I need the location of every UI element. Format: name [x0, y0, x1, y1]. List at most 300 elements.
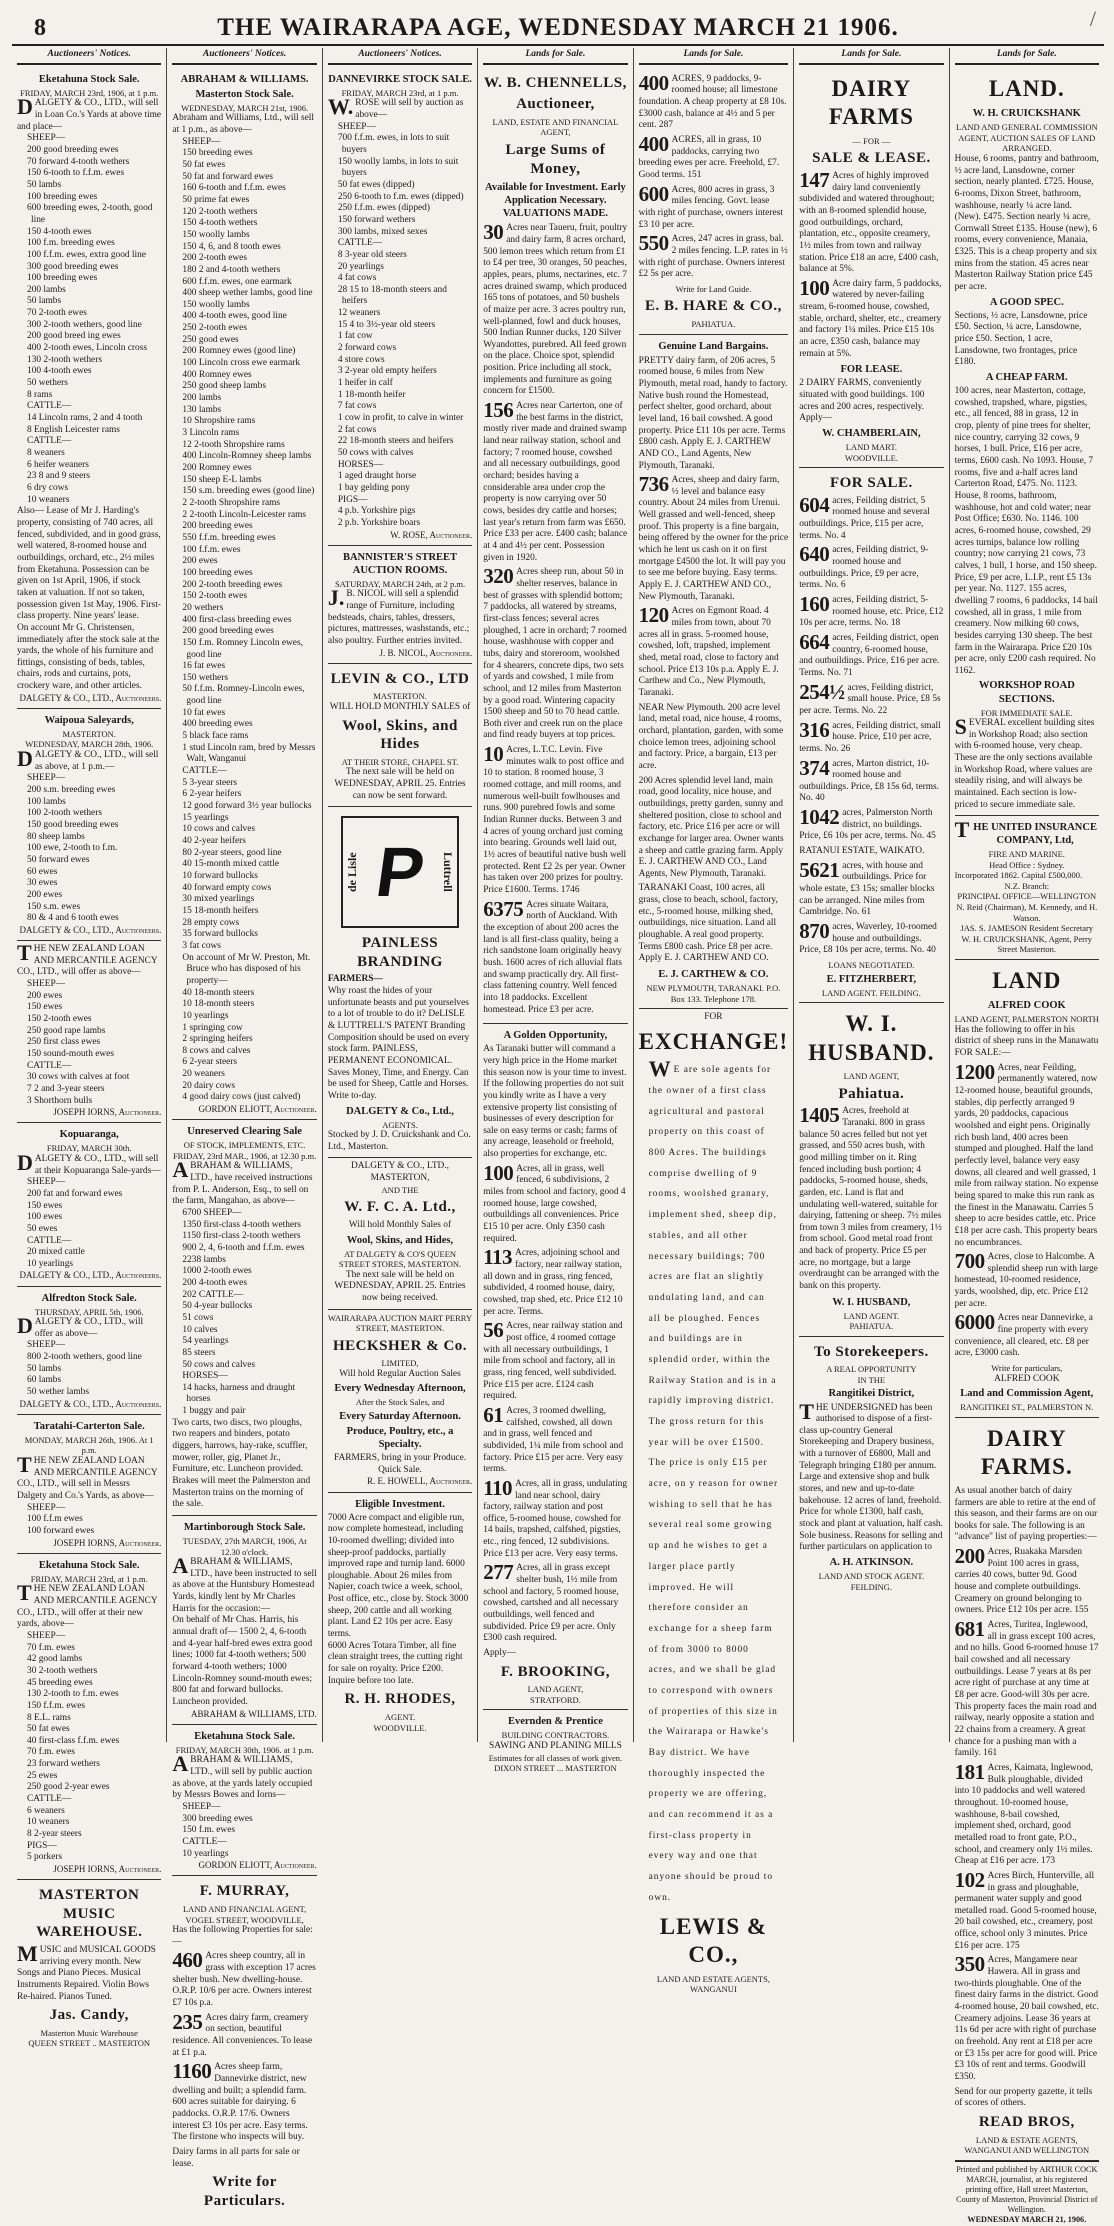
listing-text: Acres, near Feilding, permanently watered, now 12-roomed house, beautiful grounds, stables, dip perfectly arranged 9 yards, 20 paddocks, capacious woolshed and eight pens. Originally rich bush land, 400 acres been stumped and ploughed. Half the land perfectly level, balance very easy downs, all cleared and well grassed, 1 mile from railway station. No expense being spared to make this run rank as the finest in the Manawatu. Carries 5 sheep to acre besides cattle, etc. Price £18 per acre cash. This property bears no encumbrances.: [954, 1062, 1099, 1248]
listing-acreage: 550: [638, 231, 669, 256]
column-7: [950, 48, 1104, 2225]
listing-acreage: 400: [638, 132, 669, 157]
ad-send: Send for our property gazette, it tells of scores of others.: [954, 2086, 1093, 2109]
ad-role: LAND MART.: [845, 442, 898, 453]
ad-date: WEDNESDAY, MARCH 28th, 1906.: [25, 739, 154, 750]
ad-body: On account Mr G. Christensen, immediately after the stock sale at the yards, the whole of his furniture and fittings, consisting of beds, tables, chairs, rods and curtains, pots, crockery ware, and other articles.: [17, 622, 160, 692]
list-item: 50 ewes: [27, 1223, 58, 1234]
list-item: 150 ewes: [27, 1200, 63, 1211]
list-item: 35 forward bullocks: [182, 929, 258, 940]
property-listing: [483, 1160, 627, 1246]
list-item: 6 heifer weaners: [27, 459, 89, 470]
property-listing: [483, 1560, 627, 1645]
list-item: 600 breeding ewes, 2-tooth, good line: [27, 203, 153, 225]
listing-text: Acres near Taueru, fruit, poultry and dairy farm, 8 acres orchard, 500 lemon trees which return from £1 to £4 per tree, 30 oranges, 50 peaches, apples, pears, plums, nectarines, etc. 7 acres drained swamp, which produced 165 tons of potatoes, and 50 bushels of maize per acre. 3 acres poultry run, well-planned, fowl and duck houses, 500 Indian Runner ducks, 120 Silver Wyandottes, purebred. All feed grown on the place. Choice spot, splendid position. Price including all stock, implements and furniture as going concern for £1500.: [483, 223, 628, 397]
listing-text: Acres, close to Halcombe. A splendid sheep run with large homestead, 10-roomed residence, yards, woolshed, dip, etc. Price £12 per acre.: [954, 1252, 1098, 1309]
ad-body: 7000 Acre compact and eligible run, now complete homestead, including 10-roomed dwelling; divided into sheep-proof paddocks, partially improved rape and turnip land. 6000 ploughable. About 26 miles from Napier, coach twice a week, school, Post office, etc., close by. Stock 3000 sheep, 200 cattle and all working plant. Land £2 10s per acre. Easy terms.: [327, 1512, 469, 1640]
list-item: 50 4-year bullocks: [182, 1301, 253, 1312]
list-item: 200 Romney ewes: [182, 463, 252, 474]
ad-sub: Masterton Music Warehouse: [40, 2027, 138, 2038]
listing-acreage: 235: [172, 2009, 203, 2034]
ad-role: LAND AGENT,: [843, 1071, 900, 1082]
list-item: 10 forward bullocks: [182, 870, 258, 881]
list-item: 3 fat cows: [182, 940, 221, 951]
list-item: 50 lambs: [27, 179, 62, 190]
ad-sub: LAND AND GENERAL COMMISSION AGENT, AUCTION SALES OF LAND ARRANGED.: [956, 122, 1098, 154]
property-listing: [639, 776, 789, 881]
ad-date: SATURDAY, MARCH 24th, at 2 p.m.: [334, 578, 466, 589]
list-item: 200 2-tooth ewes: [182, 253, 247, 264]
listing-text: Acres sheep run, about 50 in shelter reserves, balance in best of grasses with splendid bottom; 7 paddocks, all watered by streams, first-class fences; several acres ploughed, 1 acre in orchard; 7 roomed house, washhouse with copper and tubs, dairy and storeroom, woolshed for 4 shearers, concrete dips, two sets of yards and cowshed, 1 mile from school, and 12 miles from Masterton by a good road. Wintering capacity 1500 sheep and 50 to 70 head cattle. Both river and creek run on the place and find ready buyers at top prices.: [483, 567, 627, 741]
listing-acreage: 120: [638, 603, 669, 628]
list-item: 150 2-tooth ewes: [182, 591, 247, 602]
list-item: 1350 first-class 4-tooth wethers: [182, 1219, 301, 1230]
listing-text: Acres, 247 acres in grass, bal. 2 miles fencing. L.P. rates in ½ with right of purchase. Owners interest £2 5s per acre.: [638, 234, 788, 280]
list-item: 85 steers: [182, 1347, 216, 1358]
list-item: 22 18-month steers and heifers: [337, 436, 454, 447]
ad-firm: E. B. HARE & CO.,: [644, 298, 782, 315]
imprint-text: Printed and published by ARTHUR COCK MARCH, journalist, at his registered printing office, Hall street Masterton, County of Masterton, Provincial District of Wellington.: [956, 2164, 1098, 2215]
ad-title: LAND: [992, 967, 1062, 993]
list-item: 130 2-tooth to f.m. ewes: [27, 1689, 119, 1700]
list-item: 2 fat cows: [337, 424, 377, 435]
ad-for: FOR: [704, 1012, 723, 1023]
listing-text: Acres of highly improved dairy land conveniently subdivided and watered throughout; with an 8-roomed splendid house, good outbuildings, orchard, plantation, etc., opposite creamery, 1½ miles from town and railway station. Price £18 an acre, £400 cash, balance at 5%.: [799, 170, 939, 275]
ad-signature: JOSEPH IORNS, Auctioneer.: [53, 1864, 162, 1875]
listing-text: TARANAKI Coast, 100 acres, all grass, close to beach, school, factory, etc., 5-roomed house, milking shed, outbuildings, nice situation. Land all ploughable. A real good property. Terms £800 cash. Price £8 per acre. Apply E. J. CARTHEW AND CO.: [638, 883, 778, 964]
list-item: 10 yearlings: [27, 1258, 74, 1269]
ad-signature: ABRAHAM & WILLIAMS, LTD.: [191, 1708, 317, 1719]
property-listing: [483, 1245, 627, 1318]
property-listing: [172, 2059, 316, 2144]
listing-acreage: 56: [483, 1318, 504, 1343]
list-item: 150 f.m. Romney Lincoln ewes, good line: [182, 637, 303, 660]
list-item: 160 6-tooth and f.f.m. ewes: [182, 183, 286, 194]
ad-name: W. B. CHENNELLS,: [483, 74, 627, 91]
ad-read-bros: [955, 1418, 1099, 2161]
ad-signature: W. ROSE, Auctioneer.: [390, 529, 473, 540]
listing-text: Acres, sheep and dairy farm, ½ level and balance easy country. About 24 miles from Urenui. Well grassed and well-fenced, sheep proof. This property is a fine bargain, being offered by the owner for the price which he lent us cash on it on first mortgage £4500 the lot. It will pay you to see me before buying. Easy terms. Apply E. J. CARTHEW AND CO., New Plymouth, Taranaki.: [638, 475, 789, 602]
ad-body: J.B. NICOL will sell a splendid range of Furniture, including bedsteads, chairs, tables, dressers, pictures, mattresses, washstands, etc.; also poultry. Further entries invited.: [327, 585, 470, 646]
property-listing: [799, 275, 943, 361]
ad-intro: ABRAHAM & WILLIAMS, LTD., have been instructed to sell as above at the Huntsbury Homestead Yards, kindly lent by Mr Charles Harris for the occasion:—: [172, 1553, 317, 1614]
ad-intro: Abraham and Williams, Ltd., will sell at 1 p.m., as above—: [172, 113, 315, 135]
list-item: 70 forward 4-tooth wethers: [27, 156, 130, 167]
property-listing: [954, 1759, 1099, 1868]
ad-where: AT THEIR STORE, CHAPEL ST.: [341, 756, 459, 767]
ad-role-2: LAND AGENT.: [843, 1310, 900, 1321]
ad-footer: Write for Particulars.: [203, 2174, 286, 2209]
listing-text: Acres sheep country, all in grass with exception 17 acres shelter bush. New dwelling-house. O.R.P. 10/6 per acre. Owners interest £7 10s p.a.: [172, 1951, 316, 2008]
property-listing: [483, 1475, 628, 1561]
list-item: 4 good dairy cows (just calved): [182, 1092, 301, 1103]
listing-acreage: 113: [483, 1245, 513, 1270]
property-list: [172, 1948, 316, 2144]
list-item: 80 2-year steers, good line: [182, 847, 282, 858]
ad-role: LAND AGENT. FEILDING.: [821, 987, 921, 998]
ad-eligible-investment: [328, 1493, 472, 1738]
list-item: 40 2-year heifers: [182, 836, 246, 847]
list-item: 8 E.L. rams: [27, 1712, 71, 1723]
column-3: [323, 48, 478, 1742]
list-item: 120 2-tooth wethers: [182, 206, 258, 217]
list-item: 28 15 to 18-month steers and heifers: [337, 284, 447, 307]
ad-date: FRIDAY, MARCH 30th.: [46, 1143, 132, 1154]
ad-note: Stocked by J. D. Cruickshank and Co. Ltd., Masterton.: [327, 1130, 471, 1152]
list-item: 100 ewes: [27, 1212, 63, 1223]
ad-signature: JOSEPH IORNS, Auctioneer.: [53, 1107, 162, 1118]
ad-farm: A CHEAP FARM.: [985, 372, 1068, 384]
list-item: 8 rams: [27, 389, 53, 400]
column-heading: Auctioneers' Notices.: [172, 48, 316, 65]
ad-title: Eketahuna Stock Sale.: [38, 1559, 140, 1571]
column-heading: Lands for Sale.: [799, 48, 943, 65]
list-item: 6 2-year steers: [182, 1057, 238, 1068]
list-item: CATTLE—: [27, 401, 72, 412]
list-item: 100 forward ewes: [27, 1525, 95, 1536]
ad-place-2: PAHIATUA.: [849, 1321, 894, 1332]
ad-intro: THE NEW ZEALAND LOAN AND MERCANTILE AGENCY CO., LTD., will sell in Messrs Dalgety and Co.'s Yards, as above—: [17, 1452, 158, 1501]
ad-role: AGENT.: [384, 1711, 416, 1722]
list-item: 200 lambs: [27, 284, 66, 295]
list-item: 150 sheep E-L lambs: [182, 474, 262, 485]
ad-for-sale-fitzherbert: [799, 468, 943, 1003]
ad-after: After the Stock Sales, and: [355, 1397, 445, 1408]
list-item: CATTLE—: [337, 238, 383, 249]
listing-acreage: 6375: [483, 896, 524, 921]
property-list: [799, 492, 944, 957]
list-item: 40 forward empty cows: [182, 882, 272, 893]
ad-address: RANGITIKEI ST., PALMERSTON N.: [960, 1402, 1094, 1413]
ad-names: N. Reid (Chairman), M. Kennedy, and H. Watson.: [956, 901, 1098, 923]
property-listing: [483, 220, 628, 398]
ad-name: A. H. ATKINSON.: [829, 1557, 914, 1569]
property-listing: [799, 857, 943, 919]
listing-acreage: 200: [954, 1544, 985, 1569]
ad-sub: SALE & LEASE.: [812, 150, 931, 167]
column-4: [478, 48, 633, 1774]
ad-martinborough-stock-sale: [172, 1516, 316, 1725]
column-6: [794, 48, 949, 1742]
list-item: On account of Mr W. Preston, Mt. Bruce who has disposed of his property—: [182, 952, 311, 986]
property-listing: [799, 717, 943, 756]
ad-role: LAND & ESTATE AGENTS,: [975, 2134, 1078, 2145]
ad-address: NEW PLYMOUTH, TARANAKI. P.O. Box 133. Telephone 178.: [646, 983, 781, 1004]
list-item: SHEEP—: [27, 1630, 66, 1641]
listing-acreage: 100: [483, 1160, 514, 1185]
ad-lease-item: 2 DAIRY FARMS, conveniently situated with good buildings. 100 acres and 200 acres, respectively.: [799, 378, 925, 412]
list-item: 40 18-month steers: [182, 987, 255, 998]
ad-intro: W.ROSE will sell by auction as above—: [327, 94, 464, 120]
ad-loans: LOANS NEGOTIATED.: [828, 960, 915, 971]
list-item: 100 f.f.m ewes: [27, 1514, 83, 1525]
list-item: 100 4-tooth ewes: [27, 366, 92, 377]
ad-music-warehouse: [17, 1880, 161, 2053]
list-item: 28 empty cows: [182, 917, 240, 928]
ad-place: STRATFORD.: [530, 1694, 581, 1705]
ad-title: Kopuaranga,: [59, 1129, 119, 1141]
listing-text: 200 Acres splendid level land, main road, good locality, nice house, and outbuildings, pretty garden, sunny and sheltered position, close to school and factory, etc. Price £16 per acre or will exchange for larger area. Owner wants a sheep and cattle grazing farm. Apply E. J. CARTHEW AND CO., Land Agents, New Plymouth, Taranaki.: [638, 775, 784, 879]
ad-note: Dairy farms in all parts for sale or lease.: [172, 2146, 300, 2169]
ad-head: WAIRARAPA AUCTION MART PERRY STREET, MASTERTON.: [327, 1312, 473, 1334]
listing-text: acres, Marton district, 10-roomed house and outbuildings. Price, £8 15s 6d, terms. No. 40: [799, 758, 940, 804]
list-item: 1 fat cow: [337, 331, 373, 342]
listing-acreage: 736: [638, 472, 669, 497]
list-item: 150 4-tooth wethers: [182, 218, 258, 229]
property-listing: [483, 896, 627, 1017]
list-item: 1 18-month heifer: [337, 389, 406, 400]
ad-nz-loan-mercantile: [17, 941, 161, 1123]
ad-date: FRIDAY, 23rd MAR., 1906, at 12.30 p.m.: [172, 1150, 317, 1161]
ad-title: A Golden Opportunity,: [503, 1030, 608, 1042]
property-list: [954, 1544, 1099, 2084]
ad-hare-co: [639, 68, 789, 335]
list-item: 900 2, 4, 6-tooth and f.f.m. ewes: [182, 1242, 305, 1253]
list-item: 2 springing heifers: [182, 1034, 253, 1045]
list-item: 200 good breeding ewes: [182, 626, 274, 637]
list-item: 8 cows and calves: [182, 1045, 251, 1056]
ad-sub: AGENTS.: [382, 1119, 418, 1130]
ad-body: Sections, ½ acre, Lansdowne, price £50. Section, ¼ acre, Lansdowne, price £50. Section, 1 acre, Lansdowne, two frontages, price £180.: [954, 310, 1088, 368]
ad-title: MASTERTON MUSIC WAREHOUSE.: [36, 1887, 143, 1941]
listing-acreage: 10: [483, 742, 504, 767]
listing-text: RATANUI ESTATE, WAIKATO.: [799, 846, 925, 857]
list-item: 50 prime fat ewes: [182, 194, 250, 205]
property-listing: [483, 564, 627, 742]
ad-title: FOR SALE.: [829, 475, 913, 492]
list-item: 50 f.f.m. Romney-Lincoln ewes, good line: [182, 684, 305, 707]
ad-lead: A REAL OPPORTUNITY: [826, 1364, 917, 1375]
list-item: 130 lambs: [182, 404, 222, 415]
ad-secretary: JAS. S. JAMESON Resident Secretary: [960, 923, 1094, 934]
property-listing: [954, 1059, 1099, 1250]
list-item: 1 springing cow: [182, 1022, 243, 1033]
ad-branch: N.Z. Branch:: [1004, 880, 1050, 891]
listing-text: Acres, adjoining school and factory, near railway station, all down and in grass, ring fenced, subdivided, 4 roomed house, dairy, cowshed, trap shed, etc. Price £12 10 per acre. Terms.: [483, 1248, 623, 1317]
list-item: 50 fat and forward ewes: [182, 171, 273, 182]
masthead: [12, 6, 1104, 46]
listing-acreage: 460: [172, 1948, 203, 1973]
list-item: 3 Shorthorn bulls: [27, 1095, 93, 1106]
ad-intro: DALGETY & CO., LTD., will sell as above, at 1 p.m.—: [17, 746, 159, 772]
listing-text: Acres, all in grass, well fenced, 6 subdivisions, 2 miles from school and factory, good 4 roomed house, large cowshed, outbuildings all conveniences. Price £15 10 per acre. Only £350 cash required.: [483, 1163, 626, 1244]
list-item: 1 heifer in calf: [337, 378, 393, 389]
ad-eketahuna-stock-sale: [17, 68, 161, 709]
list-item: 250 good 2-year ewes: [27, 1782, 110, 1793]
ad-write: Write for particulars,: [991, 1363, 1063, 1374]
ad-body: 6000 Acres Totara Timber, all fine clean straight trees, the cutting right for sale on royalty. Price £200. Inquire before too late.: [327, 1640, 463, 1686]
list-item: 23 forward wethers: [27, 1759, 100, 1770]
property-listing: [638, 181, 789, 232]
ad-signature: R. E. HOWELL, Auctioneer.: [366, 1476, 473, 1487]
ad-date: MONDAY, MARCH 26th, 1906. At 1 p.m.: [24, 1434, 154, 1456]
list-item: 200 4-tooth ewes: [182, 1277, 247, 1288]
brand-text-right: Luttrell: [441, 852, 456, 893]
imprint: [955, 2161, 1099, 2226]
list-item: 4 fat cows: [337, 273, 377, 284]
ad-title: Eligible Investment.: [355, 1498, 445, 1510]
stock-list: [17, 1340, 161, 1398]
property-list: [954, 1059, 1099, 1360]
stock-list: [17, 1503, 161, 1538]
ad-firm: ABRAHAM & WILLIAMS.: [180, 73, 309, 85]
list-item: 2238 lambs: [182, 1254, 226, 1265]
list-item: 1150 first-class 2-tooth wethers: [182, 1231, 301, 1242]
list-item: 1000 2-tooth ewes: [182, 1266, 252, 1277]
ad-address: DIXON STREET ... MASTERTON: [494, 1763, 617, 1774]
ad-cruickshank-land: [955, 68, 1099, 817]
ad-note: Write for Land Guide.: [675, 283, 752, 294]
ad-painless-branding: [328, 807, 472, 1158]
list-item: 54 yearlings: [182, 1336, 229, 1347]
ad-district: Rangitikei District,: [828, 1388, 915, 1400]
column-heading: Auctioneers' Notices.: [17, 48, 161, 65]
listing-acreage: 30: [483, 220, 504, 245]
ad-waipoua-saleyards: [17, 709, 161, 941]
listing-text: NEAR New Plymouth. 200 acre level land, metal road, nice house, 4 rooms, orchard, plantation, garden, with some choice lemon trees, adjoining school and factory. Price, a bargain, £13 per acre.: [638, 702, 784, 771]
list-item: 1 stud Lincoln ram, bred by Messrs Walt, Wanganui: [182, 742, 316, 765]
listing-text: Acres, all in grass except shelter bush, 1½ mile from school and factory, 5 roomed house, cowshed, cartshed and all necessary outbuildings, well fenced and subdivided. Price £9 per acre. Only £300 cash required.: [483, 1563, 619, 1644]
property-listing: [799, 805, 943, 843]
list-item: 1 cow in profit, to calve in winter: [337, 413, 464, 424]
ad-bannister-auction-rooms: [328, 546, 472, 664]
list-item: 50 fat ewes: [27, 1724, 70, 1735]
listing-text: Acres, Mangamere near Hawera. All in grass and two-thirds ploughable. One of the finest dairy farms in the district. Good 4-roomed house, 20 bail cowshed, etc. Creamery adjoins. Lease 36 years at 11s 6d per acre with right of purchase on freehold. Any rent at £18 per acre or £3 15s per acre for good will. Price £3 10s of rent and terms. Goodwill £350.: [954, 1955, 1099, 2082]
listing-acreage: 1405: [799, 1103, 840, 1128]
listing-acreage: 604: [799, 492, 830, 517]
list-item: 100 ewe, 2-tooth to f.m.: [27, 843, 118, 854]
list-item: 250 good sheep lambs: [182, 381, 266, 392]
listing-acreage: 870: [799, 919, 830, 944]
ad-levin-co: [328, 664, 472, 807]
list-item: 150 woolly lambs: [182, 229, 250, 240]
property-list: [799, 167, 943, 361]
ad-signature: JOSEPH IORNS, Auctioneer.: [53, 1537, 162, 1548]
ad-title: BANNISTER'S STREET AUCTION ROOMS.: [342, 551, 458, 576]
listing-text: acres, Feilding district, 5 roomed house and several outbuildings. Price, £15 per acre, terms. No. 4: [799, 495, 930, 541]
ad-chennells: [483, 68, 627, 1024]
list-item: 7 fat cows: [337, 401, 377, 412]
list-item: 600 f.f.m. ewes, one earmark: [182, 276, 292, 287]
ad-where: AT DALGETY & CO'S QUEEN STREET STORES, MASTERTON.: [338, 1248, 462, 1270]
ad-name: F. MURRAY,: [199, 1883, 290, 1900]
list-item: 30 cows with calves at foot: [27, 1072, 130, 1083]
ad-firm: LEWIS & CO.,: [659, 1913, 768, 1968]
ad-date: TUESDAY, 27th MARCH, 1906, At 12.30 o'clock.: [182, 1536, 307, 1557]
ad-f-murray: [172, 1876, 316, 2217]
list-item: 40 15-month mixed cattle: [182, 859, 279, 870]
list-item: 3 2-year old empty heifers: [337, 366, 437, 377]
list-item: 130 2-tooth wethers: [27, 354, 102, 365]
list-item: 8 2-year steers: [27, 1829, 82, 1840]
listing-text: Acres, Turitea, Inglewood, all in grass except 100 acres, and no hills. Good 6-roomed house 17 bail cowshed and all necessary outbuildings. Lease 7 years at 8s per acre right of purchase at any time at £8 per acre. Good-will 30s per acre. This property faces the main road and railway, nearly opposite a station and 22 chains from a creamery. A great chance for a pushing man with a family. 161: [954, 1620, 1099, 1759]
stock-list: [17, 133, 161, 506]
ad-signature: DALGETY & CO., LTD., Auctioneers.: [19, 692, 162, 703]
list-item: 100 f.f.m. ewes: [182, 544, 241, 555]
list-item: 250 good rape lambs: [27, 1025, 106, 1036]
ad-date: WEDNESDAY, MARCH 21st, 1906.: [181, 102, 309, 113]
ad-sub: LAND AGENT, PALMERSTON NORTH: [954, 1014, 1099, 1025]
ad-title: Waipoua Saleyards,: [44, 714, 134, 726]
ad-name: F. BROOKING,: [500, 1663, 611, 1680]
listing-text: ACRES, all in grass, 10 paddocks, carrying two breeding ewes per acre. Freehold, £7. Good terms. 151: [638, 135, 780, 181]
list-item: 150 f.m. ewes: [182, 1825, 235, 1836]
ad-spec: A GOOD SPEC.: [989, 296, 1064, 308]
listing-text: ACRES, 9 paddocks, 9-roomed house; all limestone foundation. A cheap property at £8 10s. £3000 cash, balance at 4½ and 5 per cent. 287: [638, 73, 787, 131]
ad-body: Why roast the hides of your unfortunate beasts and put yourselves to a lot of trouble to do it? DeLISLE & LUTTRELL'S PATENT Branding Composition should be used on every stock farm. PAINLESS, PERMANENT ECONOMICAL. Saves Money, Time, and Energy. Can be used for Sheep, Cattle and Horses. Write to-day.: [327, 986, 470, 1101]
list-item: 10 cows and calves: [182, 824, 256, 835]
listing-acreage: 400: [638, 70, 669, 95]
ad-signature: DALGETY & CO., LTD., Auctioneers.: [19, 924, 162, 935]
list-item: 200 good breeding ewes: [27, 144, 119, 155]
ad-title: DAIRY FARMS: [828, 75, 914, 130]
ad-intro: THE NEW ZEALAND LOAN AND MERCANTILE AGENCY CO., LTD., will offer as above—: [17, 940, 158, 978]
ad-golden-opportunity: [483, 1024, 627, 1710]
ad-dalgety-wfca: [328, 1158, 472, 1309]
ad-united-insurance: [955, 816, 1099, 959]
ad-and: AND THE: [381, 1184, 419, 1195]
list-item: 50 wether lambs: [27, 1387, 89, 1398]
column-5: [634, 48, 795, 1995]
list-item: 8 3-year old steers: [337, 249, 407, 260]
list-item: SHEEP—: [27, 978, 66, 989]
ad-place: WOODVILLE.: [844, 452, 898, 463]
ad-signature: J. B. NICOL, Auctioneer.: [379, 647, 473, 658]
ad-alfred-cook: [955, 960, 1099, 1418]
listing-text: acres, Feilding district, open country, 6-roomed house, and outbuildings. Price, £16 per acre. Terms. No. 71: [799, 632, 940, 678]
list-item: CATTLE—: [27, 1235, 72, 1246]
list-item: 150 6-tooth to f.f.m. ewes: [27, 168, 125, 179]
ad-title: DANNEVIRKE STOCK SALE.: [328, 73, 472, 85]
list-item: 12 weaners: [337, 308, 381, 319]
list-item: CATTLE—: [182, 1836, 227, 1847]
ad-apply: Apply—: [483, 1648, 517, 1659]
ad-role: Auctioneer,: [516, 96, 595, 113]
property-listing: [954, 1952, 1099, 2083]
listing-text: acres, Feilding district, small house. Price, £10 per acre, terms. No. 26: [799, 720, 941, 754]
ad-firm: DALGETY & CO., LTD., MASTERTON,: [351, 1161, 450, 1184]
stock-list: [172, 1208, 316, 1418]
ad-body: THE UNDERSIGNED has been authorised to dispose of a first-class up-country General Storekeeping and Drapery business, with a turnover of £6800, Mall and Telegraph bringing £180 per annum. Large and extensive shop and bulk stores, and new and up-to-date bakehouse. 12 acres of land, freehold. Price for whole £1300, half cash, stock and plant at valuation, half cash. Sole business. Reasons for selling and further particulars on application to: [799, 1398, 943, 1553]
ad-firm: READ BROS,: [978, 2113, 1075, 2130]
ad-dairy-farms: [799, 68, 943, 468]
ad-intro: DALGETY & CO., LTD., will sell in Loan Co.'s Yards at above time and place—: [17, 94, 162, 132]
list-item: 4 store cows: [337, 354, 385, 365]
listing-acreage: 320: [483, 564, 514, 589]
ad-date: FRIDAY, MARCH 23rd, 1906, at 1 p.m.: [20, 87, 159, 98]
ad-signature: ALFRED COOK: [994, 1373, 1060, 1384]
list-item: 550 f.f.m. breeding ewes: [182, 532, 276, 543]
ad-body: Also— Lease of Mr J. Harding's property, consisting of 740 acres, all fenced, subdivided, and in good grass, well watered, 8-roomed house and outbuildings, orchard, etc., 2½ miles from Eketahuna. Possession can be given on 1st April, 1906, if stock taken at valuation. If not so taken, possession given 1st May, 1906. First-class property. Nine years' lease.: [17, 506, 161, 622]
listing-acreage: 1042: [799, 805, 840, 830]
list-item: 180 2 and 4-tooth wethers: [182, 264, 281, 275]
property-listing: [799, 919, 943, 957]
ad-body: Two carts, two discs, two ploughs, two reapers and binders, potato diggers, harrows, hay-rake, scuffler, mower, roller, gig, Planet Jr., Furniture, etc. Luncheon provided. Brakes will meet the Palmerston and Masterton trains on the morning of the sale.: [172, 1417, 311, 1510]
list-item: 60 ewes: [27, 866, 58, 877]
list-item: 10 fat ewes: [182, 707, 226, 718]
ad-agents: DALGETY & Co., Ltd.,: [346, 1105, 454, 1117]
listing-acreage: 664: [799, 629, 830, 654]
property-listing: [954, 1617, 1099, 1760]
list-item: HORSES—: [182, 1371, 228, 1382]
ad-role: BUILDING CONTRACTORS.: [501, 1730, 610, 1741]
list-item: CATTLE—: [27, 1794, 72, 1805]
list-item: 150 4, 6, and 8 tooth ewes: [182, 241, 281, 252]
listing-text: acres, Feilding district, 9-roomed house and outbuildings. Price, £9 per acre, terms. No. 6: [799, 545, 929, 591]
list-item: 50 wethers: [27, 378, 68, 389]
ad-role: LAND AND ESTATE AGENTS,: [656, 1973, 770, 1984]
ad-goods: Wool, Skins, and Hides: [342, 717, 458, 753]
